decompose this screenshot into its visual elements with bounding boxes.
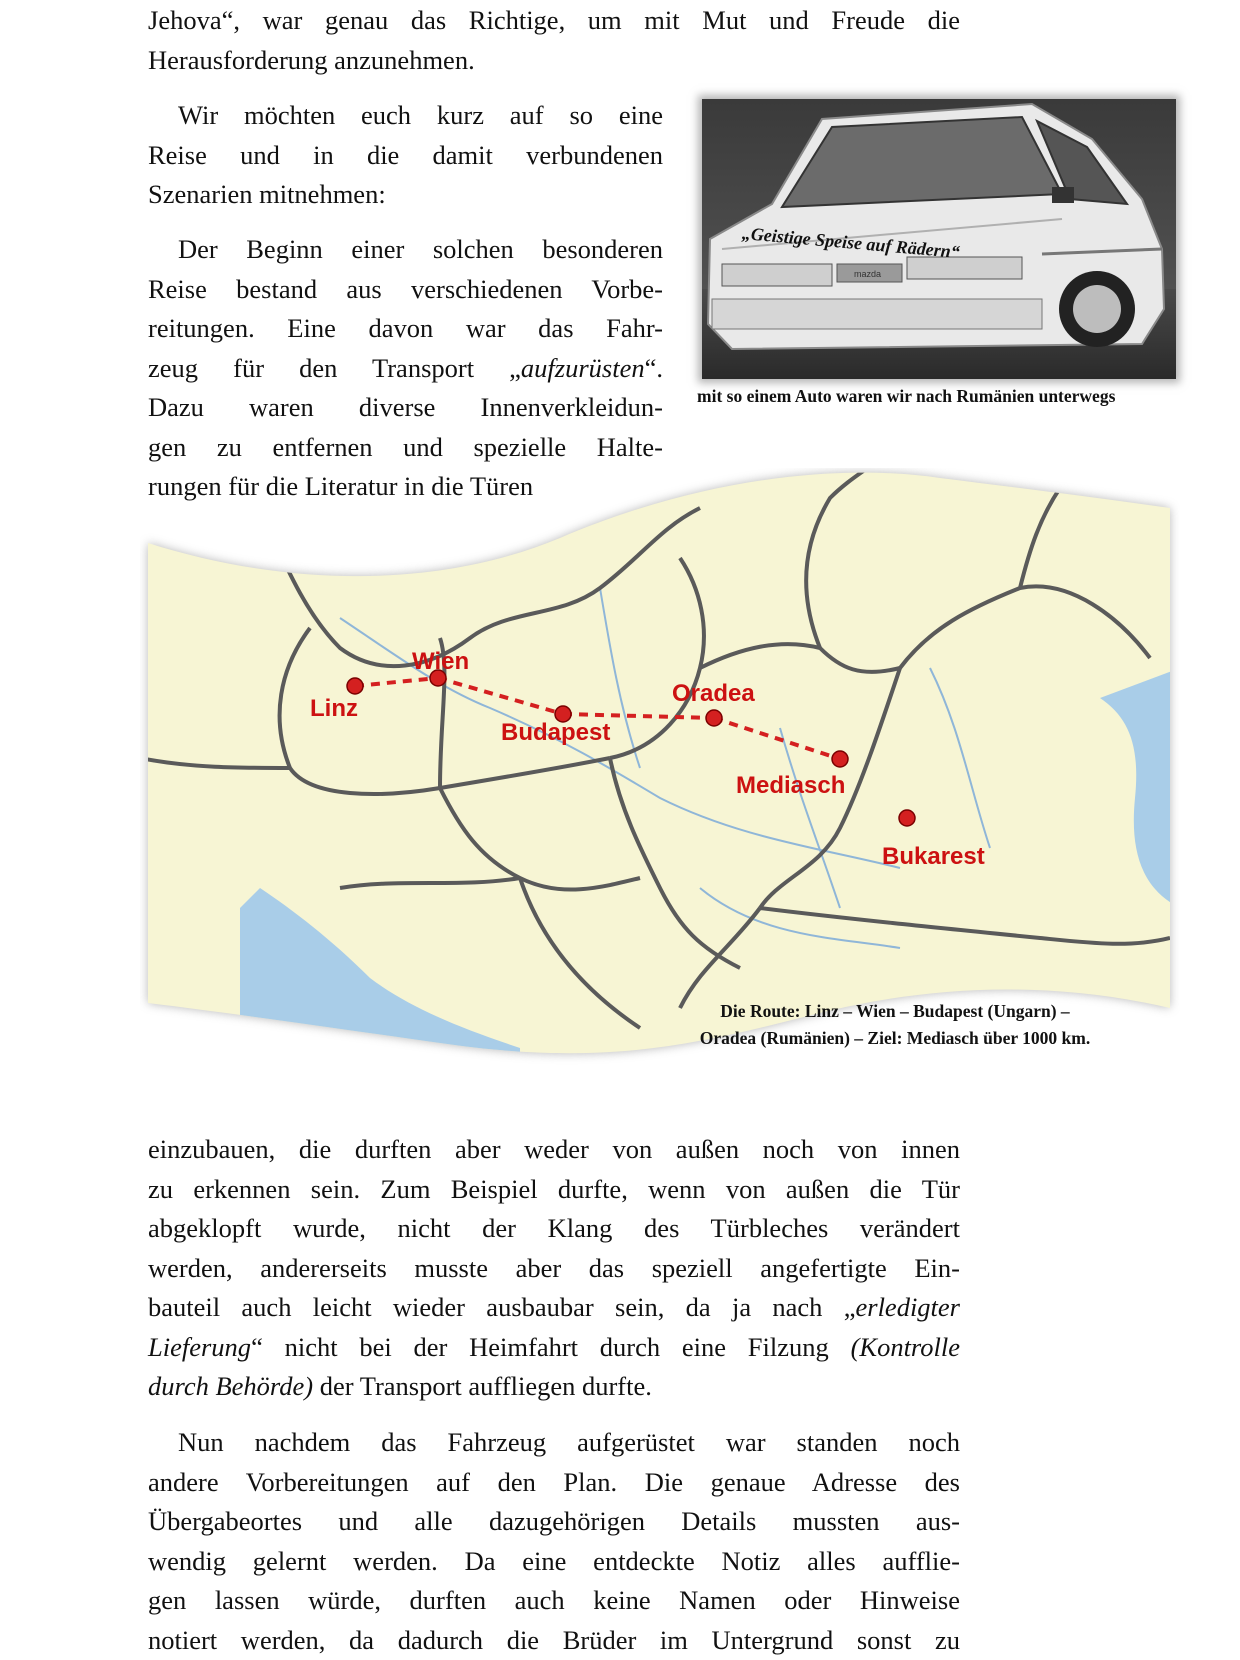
emphasis-text: Lieferung [148,1332,251,1362]
text-line: Der Beginn einer solchen besonderen [148,230,663,270]
text-line: wendig gelernt werden. Da eine entdeckte Notiz alles aufflie- [148,1542,960,1582]
text-line [148,1328,960,1368]
text-segment: zeug für den Transport „ [148,353,521,383]
city-label-mediasch: Mediasch [736,772,845,799]
city-marker-mediasch [832,751,848,767]
text-segment: “ nicht bei der Heimfahrt durch eine Filzung [251,1332,851,1362]
emphasis-text: erledigter [856,1292,961,1322]
city-marker-linz [347,678,363,694]
text-segment: der Transport auffliegen durfte. [313,1371,652,1401]
city-label-oradea: Oradea [672,680,755,707]
text-line: Wir möchten euch kurz auf so eine [148,96,663,136]
address-paragraph [148,1423,960,1660]
map-caption-line: Oradea (Rumänien) – Ziel: Mediasch über 1000 km. [660,1025,1130,1052]
city-label-linz: Linz [310,695,358,722]
text-line: reitungen. Eine davon war das Fahr- [148,309,663,349]
text-line [148,1288,960,1328]
text-line: Szenarien mitnehmen: [148,175,663,215]
preparation-paragraph [148,230,663,507]
text-line: Übergabeortes und alle dazugehörigen Details mussten aus- [148,1502,960,1542]
text-line [148,1367,960,1407]
city-label-bukarest: Bukarest [882,843,985,870]
brand-badge: mazda [854,269,881,279]
text-line: Jehova“, war genau das Richtige, um mit Mut und Freude die [148,1,960,41]
text-line: zu erkennen sein. Zum Beispiel durfte, wenn von außen die Tür [148,1170,960,1210]
text-line [148,349,663,389]
intro-paragraph [148,96,663,215]
text-line: rungen für die Literatur in die Türen [148,467,663,507]
text-line: Reise bestand aus verschiedenen Vorbe- [148,270,663,310]
text-segment: “. [645,353,663,383]
city-marker-oradea [706,710,722,726]
text-line: Herausforderung anzunehmen. [148,41,960,81]
text-line: Reise und in die damit verbundenen [148,136,663,176]
text-line: abgeklopft wurde, nicht der Klang des Türbleches verändert [148,1209,960,1249]
text-line: Nun nachdem das Fahrzeug aufgerüstet war standen noch [148,1423,960,1463]
top-paragraph [148,1,960,80]
text-line: einzubauen, die durften aber weder von außen noch von innen [148,1130,960,1170]
text-line: gen zu entfernen und spezielle Halte- [148,428,663,468]
photo-banner-text: „Geistige Speise auf Rädern“ [741,223,960,263]
emphasis-text: aufzurüsten [521,353,645,383]
emphasis-text: (Kontrolle [851,1332,960,1362]
photo-caption: mit so einem Auto waren wir nach Rumänien unterwegs [697,386,1115,407]
city-label-budapest: Budapest [501,719,610,746]
text-line: notiert werden, da dadurch die Brüder im Untergrund sonst zu [148,1621,960,1660]
text-line: werden, andererseits musste aber das speziell angefertigte Ein- [148,1249,960,1289]
text-line: Dazu waren diverse Innenverkleidun- [148,388,663,428]
city-label-wien: Wien [412,648,469,675]
text-line: andere Vorbereitungen auf den Plan. Die genaue Adresse des [148,1463,960,1503]
map-caption [660,998,1130,1052]
installation-paragraph [148,1130,960,1407]
city-marker-bukarest [899,810,915,826]
emphasis-text: durch Behörde) [148,1371,313,1401]
map-caption-line: Die Route: Linz – Wien – Budapest (Ungarn) – [660,998,1130,1025]
text-segment: bauteil auch leicht wieder ausbaubar sein, da ja nach „ [148,1292,856,1322]
text-line: gen lassen würde, durften auch keine Namen oder Hinweise [148,1581,960,1621]
